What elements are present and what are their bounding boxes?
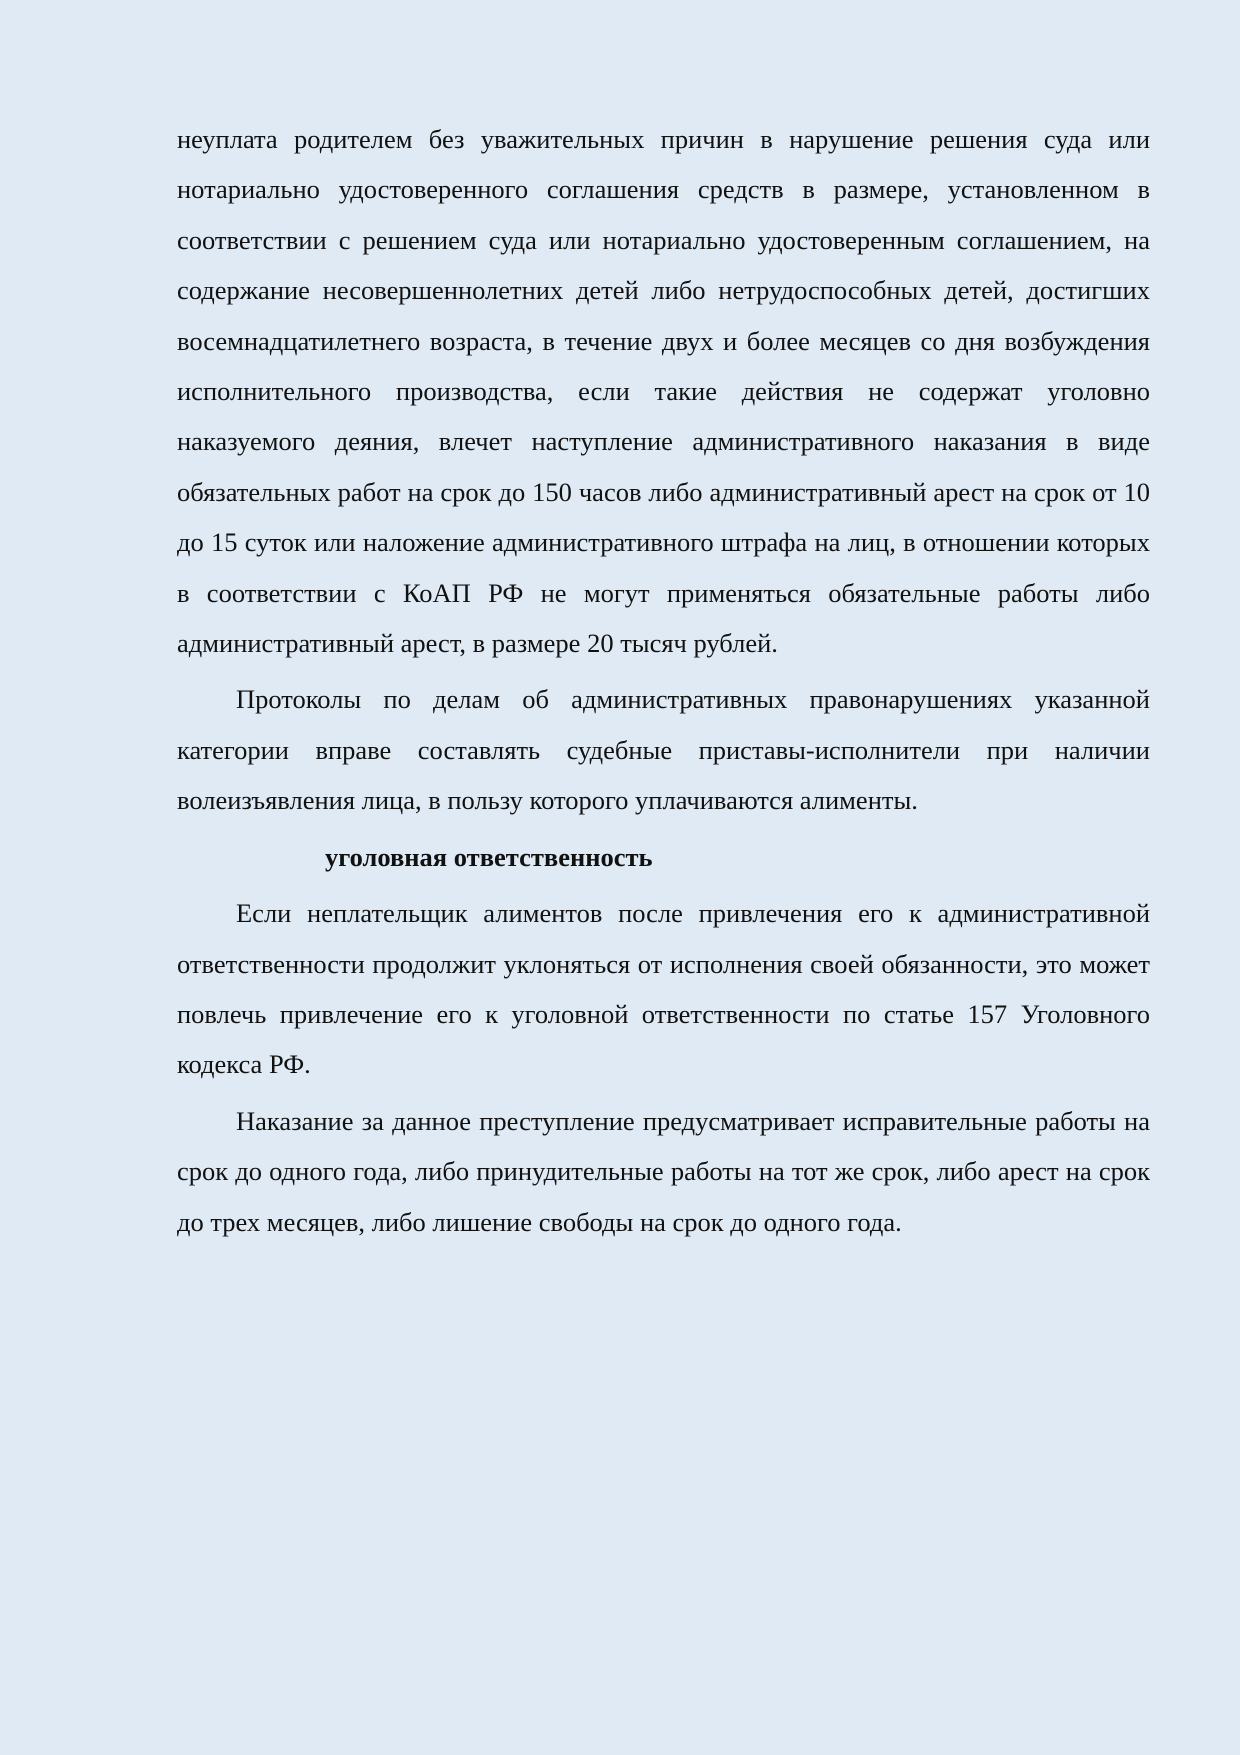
paragraph-administrative-penalty: неуплата родителем без уважительных причин в нарушение решения суда или нотариально удостоверенного соглашения средств в размере, установленном в соответствии с решением суда или нотариально удостоверенным соглашением, на содержание несовершеннолетних детей либо нетрудоспособных детей, достигших восемнадцатилетнего возраста, в течение двух и более месяцев со дня возбуждения исполнительного производства, если такие действия не содержат уголовно наказуемого деяния, влечет наступление административного наказания в виде обязательных работ на срок до 150 часов либо административный арест на срок от 10 до 15 суток или наложение административного штрафа на лиц, в отношении которых в соответствии с КоАП РФ не могут применяться обязательные работы либо административный арест, в размере 20 тысяч рублей.: [177, 124, 1150, 659]
paragraph-criminal-liability: Если неплательщик алиментов после привлечения его к административной ответственности продолжит уклоняться от исполнения своей обязанности, это может повлечь привлечение его к уголовной ответственности по статье 157 Уголовного кодекса РФ.: [177, 898, 1150, 1080]
paragraph-protocols: Протоколы по делам об административных правонарушениях указанной категории вправе составлять судебные приставы-исполнители при наличии волеизъявления лица, в пользу которого уплачиваются алименты.: [177, 684, 1150, 816]
paragraph-punishment: Наказание за данное преступление предусматривает исправительные работы на срок до одного года, либо принудительные работы на тот же срок, либо арест на срок до трех месяцев, либо лишение свободы на срок до одного года.: [177, 1105, 1150, 1237]
section-heading-criminal-liability: уголовная ответственность: [325, 841, 653, 872]
